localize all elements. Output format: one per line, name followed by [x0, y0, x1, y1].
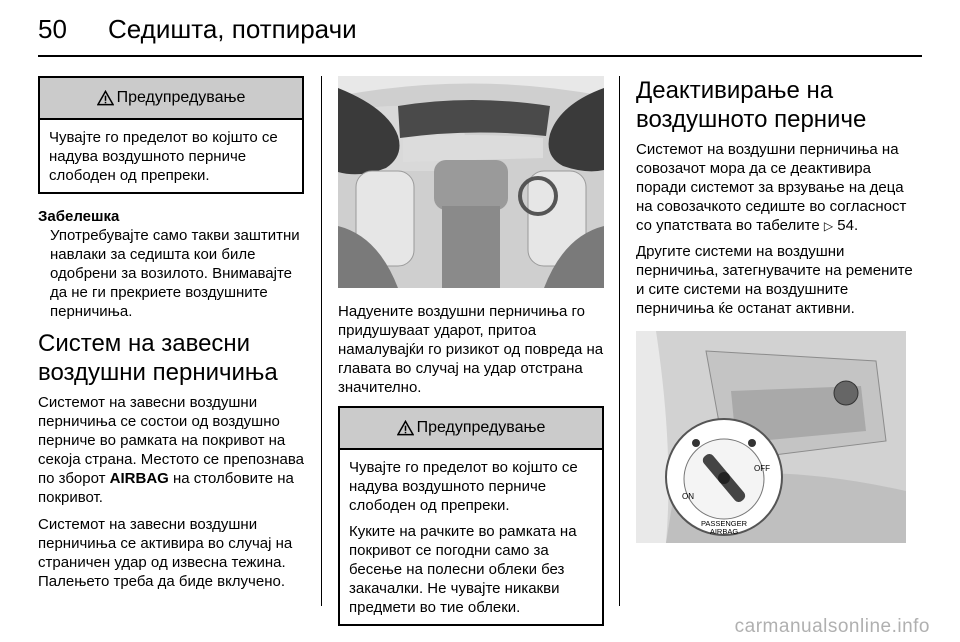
- section-heading: Систем на завесни воздушни перничиња: [38, 330, 278, 386]
- passenger-label: PASSENGER: [700, 519, 748, 528]
- page-number: 50: [38, 14, 67, 44]
- airbag-switch-figure: [636, 331, 906, 543]
- warning-text: Чувајте го пределот во којшто се надува воздушното перниче слободен од препреки.: [349, 459, 578, 514]
- page-title: Седишта, потпирачи: [108, 14, 357, 44]
- paragraph: Другите системи на воздушни перничиња, затегнувачите на ремените и сите системи на воздушните перничиња ќе останат активни.: [636, 243, 913, 317]
- section-heading: Деактивирање на воздушното перниче: [636, 77, 867, 133]
- column-divider: [321, 76, 322, 606]
- paragraph: Системот на воздушни перничиња на совозачот мора да се деактивира поради системот за врзување на деца на совозачкото седиште во согласност со упатствата во табелите ▷ 54.: [636, 141, 907, 234]
- paragraph: Системот на завесни воздушни перничиња се состои од воздушно перниче во рамката на покривот на секоја страна. Местото се препознава по зборот AIRBAG на столбовите на покривот.: [38, 394, 304, 506]
- warning-title: Предупредување: [116, 89, 246, 106]
- warning-header: [340, 408, 602, 450]
- paragraph: Системот на завесни воздушни перничиња се активира во случај на страничен удар од извесна тежина. Палењето треба да биде вклучено.: [38, 516, 293, 590]
- curtain-airbag-figure: [338, 76, 604, 288]
- note-text: Употребувајте само такви заштитни навлаки за седишта кои биле одобрени за возилото. Внимавајте да не ги прекриете воздушните перничиња.: [50, 227, 300, 320]
- figure-caption: Надуените воздушни перничиња го придушуваат ударот, притоа намалувајќи го ризикот од повреда на главата во случај на удар отстрана значително.: [338, 303, 604, 396]
- warning-triangle-icon: [397, 420, 414, 436]
- airbag-label: AIRBAG: [109, 470, 169, 487]
- column-right: [636, 76, 922, 543]
- warning-text: Чувајте го пределот во којшто се надува воздушното перниче слободен од препреки.: [49, 129, 278, 184]
- on-label: ON: [682, 492, 694, 501]
- warning-box: [338, 406, 604, 626]
- header-rule: [38, 55, 922, 57]
- off-label: OFF: [754, 464, 770, 473]
- airbag-label: AIRBAG: [709, 527, 739, 536]
- watermark: carmanualsonline.info: [734, 616, 930, 637]
- column-middle: [338, 76, 604, 626]
- page-ref-icon: ▷: [823, 219, 834, 233]
- warning-title: Предупредување: [416, 419, 546, 436]
- column-left: [38, 76, 304, 591]
- column-divider: [619, 76, 620, 606]
- warning-header: [40, 78, 302, 120]
- warning-box: [38, 76, 304, 194]
- note-title: Забелешка: [38, 208, 120, 225]
- page-header: [0, 0, 960, 60]
- warning-triangle-icon: [97, 90, 114, 106]
- page-ref: 54: [837, 217, 854, 234]
- warning-text: Куките на рачките во рамката на покривот се погодни само за бесење на полесни облеки без закачалки. Не чувајте никакви предмети во тие облеки.: [349, 523, 577, 616]
